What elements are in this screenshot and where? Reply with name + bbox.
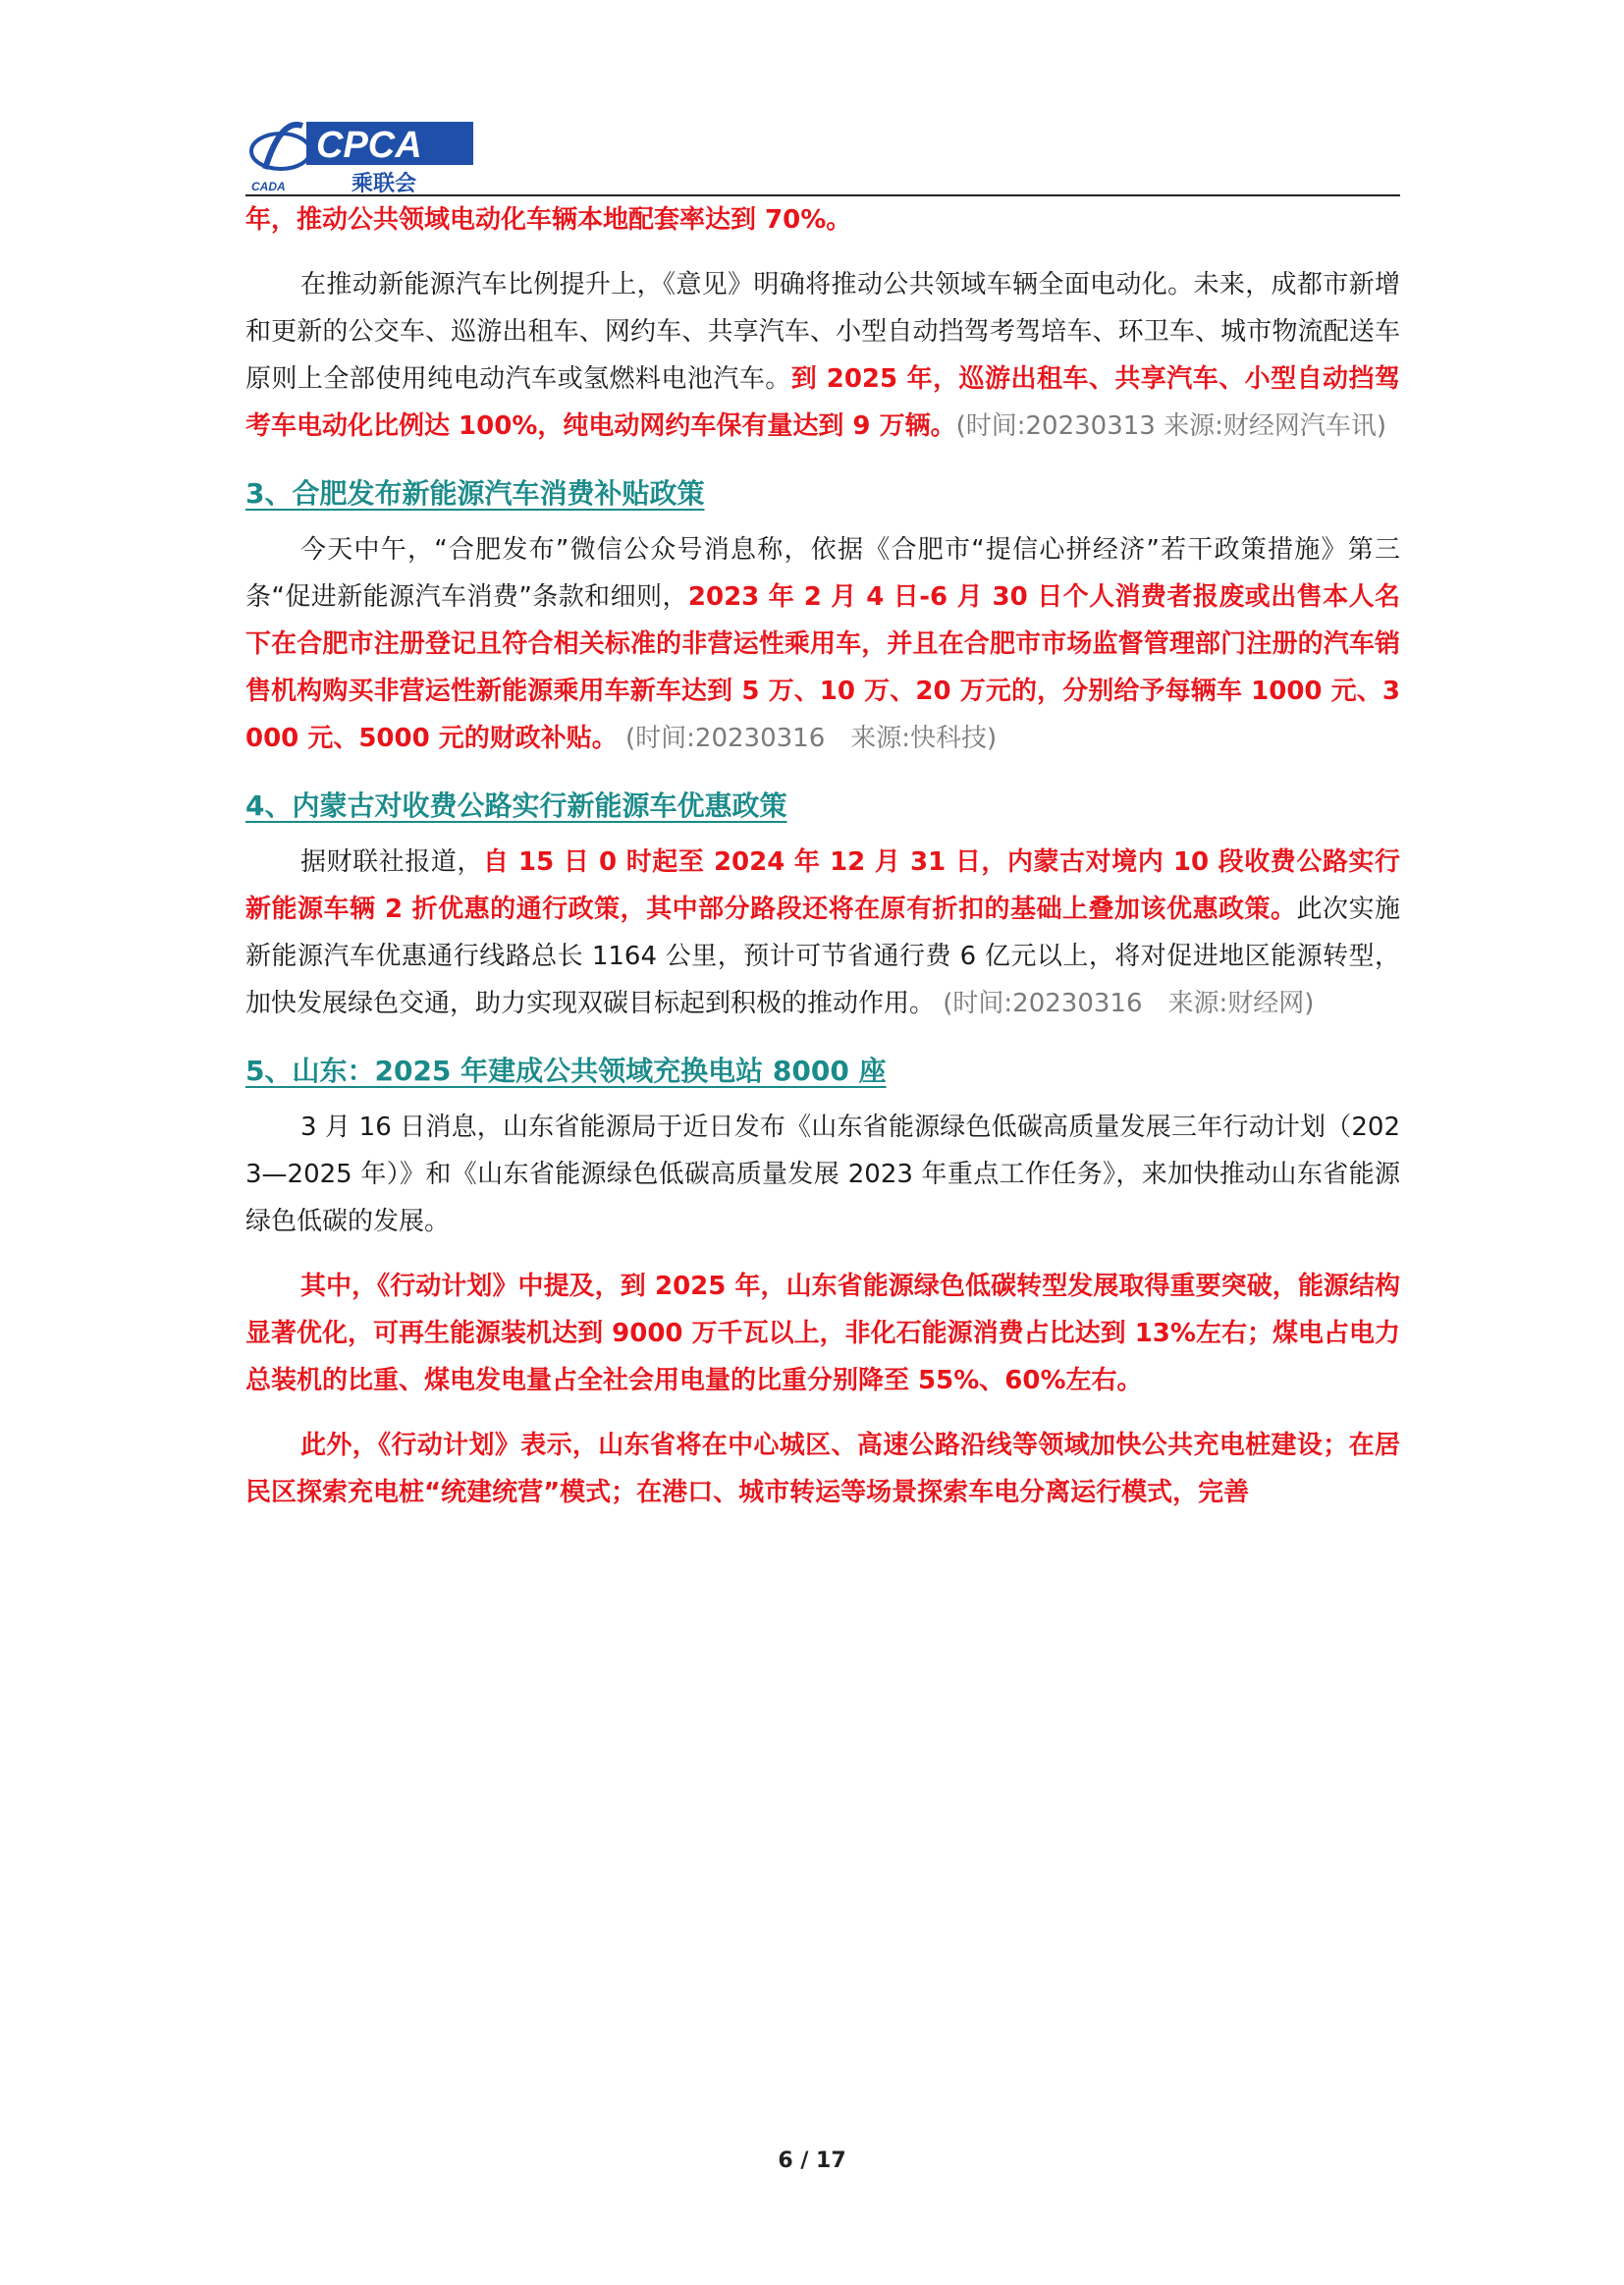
cpca-logo (245, 108, 481, 194)
paragraph-hefei (245, 526, 1400, 762)
paragraph-charging (245, 1422, 1400, 1516)
body-text: 在推动新能源汽车比例提升上，《意见》明确将推动公共领域车辆全面电动化。未来，成都市新增和更新的公交车、巡游出租车、网约车、共享汽车、小型自动挡驾考驾培车、环卫车、城市物流配送车原则上全部使用纯电动汽车或氢燃料电池汽车。 (245, 270, 1400, 394)
body-text: 3 月 16 日消息，山东省能源局于近日发布《山东省能源绿色低碳高质量发展三年行动计划（2023—2025 年）》和《山东省能源绿色低碳高质量发展 2023 年重点工作任务》，来加快推动山东省能源绿色低碳的发展。 (245, 1113, 1400, 1236)
section-heading-3: 3、合肥发布新能源汽车消费补贴政策 (245, 477, 705, 510)
paragraph-shandong (245, 1104, 1400, 1245)
source-note: (时间:20230313 来源:财经网汽车讯) (955, 411, 1386, 441)
logo-mark: CADA (251, 180, 286, 193)
highlight-text: 自 15 日 0 时起至 2024 年 12 月 31 日，内蒙古对境内 10 段收费公路实行新能源车辆 2 折优惠的通行政策，其中部分路段还将在原有折扣的基础上叠加该优惠政策。 (245, 847, 1400, 924)
page-number: 6 / 17 (778, 2149, 846, 2173)
paragraph-action-plan (245, 1263, 1400, 1404)
body-text: 据财联社报道， (300, 847, 483, 877)
paragraph-continued (245, 196, 1400, 244)
section-heading-5: 5、山东：2025 年建成公共领域充换电站 8000 座 (245, 1055, 887, 1087)
paragraph-chengdu (245, 261, 1400, 450)
highlight-text: 年，推动公共领域电动化车辆本地配套率达到 70%。 (245, 205, 852, 235)
source-note: (时间:20230316 来源:快科技) (625, 724, 998, 753)
source-note: (时间:20230316 来源:财经网) (943, 989, 1315, 1018)
highlight-text: 此外，《行动计划》表示，山东省将在中心城区、高速公路沿线等领域加快公共充电桩建设；在居民区探索充电桩“统建统营”模式；在港口、城市转运等场景探索车电分离运行模式，完善 (245, 1431, 1400, 1507)
document-body (245, 196, 1400, 1516)
body-text: 今天中午，“合肥发布”微信公众号消息称，依据《合肥市“提信心拼经济”若干政策措施》第三条“促进新能源汽车消费”条款和细则， (245, 535, 1400, 612)
highlight-text: 其中，《行动计划》中提及，到 2025 年，山东省能源绿色低碳转型发展取得重要突破，能源结构显著优化，可再生能源装机达到 9000 万千瓦以上，非化石能源消费占比达到 13%左右；煤电占电力总装机的比重、煤电发电量占全社会用电量的比重分别降至 55%、60%左右。 (245, 1272, 1400, 1395)
body-text: 此次实施新能源汽车优惠通行线路总长 1164 公里，预计可节省通行费 6 亿元以上，将对促进地区能源转型，加快发展绿色交通，助力实现双碳目标起到积极的推动作用。 (245, 895, 1400, 1018)
highlight-text: 2023 年 2 月 4 日-6 月 30 日个人消费者报废或出售本人名下在合肥市注册登记且符合相关标准的非营运性乘用车，并且在合肥市市场监督管理部门注册的汽车销售机构购买非营运性新能源乘用车新车达到 5 万、10 万、20 万元的，分别给予每辆车 1000 元、3000 元、5000 元的财政补贴。 (245, 582, 1400, 753)
page-header (245, 108, 1400, 196)
logo-sub: 乘联会 (352, 172, 417, 194)
paragraph-inner-mongolia (245, 839, 1400, 1027)
highlight-text: 到 2025 年，巡游出租车、共享汽车、小型自动挡驾考车电动化比例达 100%，纯电动网约车保有量达到 9 万辆。 (245, 364, 1400, 441)
logo-text: CPCA (316, 125, 422, 166)
section-heading-4: 4、内蒙古对收费公路实行新能源车优惠政策 (245, 789, 787, 822)
